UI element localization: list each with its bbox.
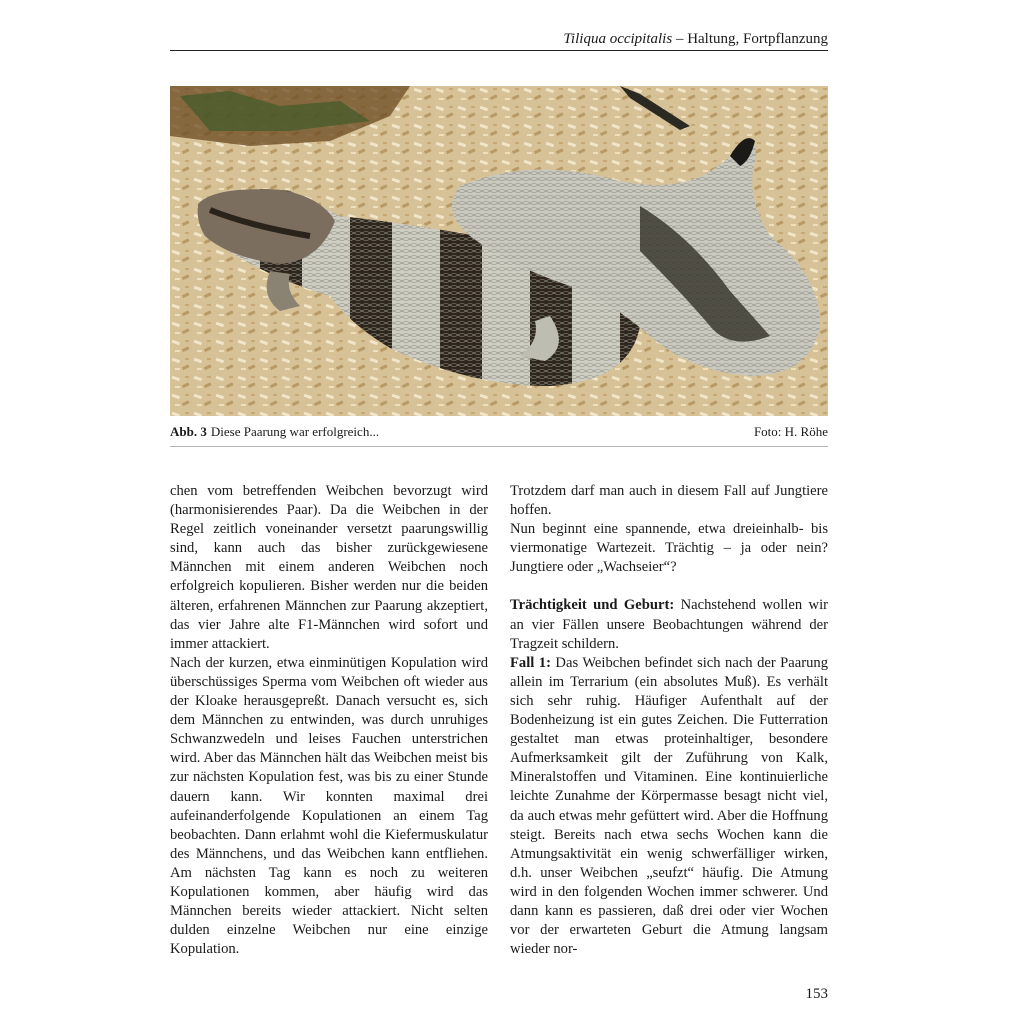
photo-credit: Foto: H. Röhe [753, 424, 828, 439]
section-heading: Trächtigkeit und Geburt: [510, 597, 675, 614]
case-text: Das Weibchen befindet sich nach der Paarung allein im Terrarium (ein absolutes Muß). Es verhält sich sehr ruhig. Häufiger Aufenthalt auf der Bodenheizung ist ein gutes Zeichen. Die Futterration gestaltet man etwas proteinhaltiger, besondere Aufmerksamkeit gilt der Zuführung von Kalk, Mineralstoffen und Vitaminen. Eine kontinuierliche leichte Zunahme der Körpermasse besagt nicht viel, da auch etwas mehr gefüttert wird. Aber die Hoffnung steigt. Bereits nach etwa sechs Wochen kann die Atmungsaktivität ein wenig schwerfälliger wirken, d.h. unser Weibchen „seufzt“ häufig. Die Atmung wird in den folgenden Wochen immer schwerer. Und dann kann es passieren, daß drei oder vier Wochen vor der erwarteten Geburt die Atmung langsam wieder nor- [510, 654, 828, 958]
section-paragraph [510, 596, 828, 653]
running-header [170, 30, 828, 48]
figure-caption [170, 424, 828, 440]
header-rule [170, 50, 828, 51]
section-text: Nachstehend wollen wir an vier Fällen unsere Beobachtungen während der Tragzeit schildern. [510, 597, 828, 652]
right-column [510, 482, 828, 959]
paragraph-gap [510, 577, 828, 596]
paragraph: Trotzdem darf man auch in diesem Fall auf Jungtiere hoffen. [510, 483, 828, 519]
figure-label: Abb. 3 [170, 424, 207, 439]
paragraph: chen vom betreffenden Weibchen bevorzugt wird (harmonisierendes Paar). Da die Weibchen in der Regel zeitlich voneinander versetzt paarungswillig sind, kann auch das bisher zurückgewiesene Männchen mit einem anderen Weibchen noch erfolgreich kopulieren. Bisher werden nur die beiden älteren, erfahrenen Männchen zur Paarung akzeptiert, das vier Jahre alte F1-Männchen wird sofort und immer attackiert. [170, 483, 488, 652]
lizard-photo-illustration [170, 86, 828, 416]
header-topic: – Haltung, Fortpflanzung [672, 31, 828, 47]
page-number: 153 [805, 986, 828, 1002]
case-paragraph [510, 654, 828, 960]
left-column [170, 482, 488, 959]
case-label: Fall 1: [510, 654, 551, 671]
header-species: Tiliqua occipitalis [563, 31, 673, 47]
caption-rule [170, 446, 828, 447]
paragraph: Nun beginnt eine spannende, etwa dreieinhalb- bis viermonatige Wartezeit. Trächtig – ja oder nein? Jungtiere oder „Wachseier“? [510, 521, 828, 576]
paragraph: Nach der kurzen, etwa einminütigen Kopulation wird überschüssiges Sperma vom Weibchen oft wieder aus der Kloake herausgepreßt. Danach versucht es, sich dem Männchen zu entwinden, was durch unruhiges Schwanzwedeln und leises Fauchen unterstrichen wird. Aber das Männchen hält das Weibchen meist bis zur nächsten Kopulation fest, was bis zu einer Stunde dauern kann. Wir konnten maximal drei aufeinanderfolgende Kopulationen an einem Tag beobachten. Dann erlahmt wohl die Kiefermuskulatur des Männchens, und das Weibchen kann entfliehen. Am nächsten Tag kann es noch zu weiteren Kopulationen kommen, aber häufig wird das Männchen bereits wieder attackiert. Nicht selten dulden einzelne Weibchen nur eine einzige Kopulation. [170, 654, 488, 958]
figure-photo [170, 86, 828, 416]
figure-caption-text: Diese Paarung war erfolgreich... [210, 424, 380, 439]
